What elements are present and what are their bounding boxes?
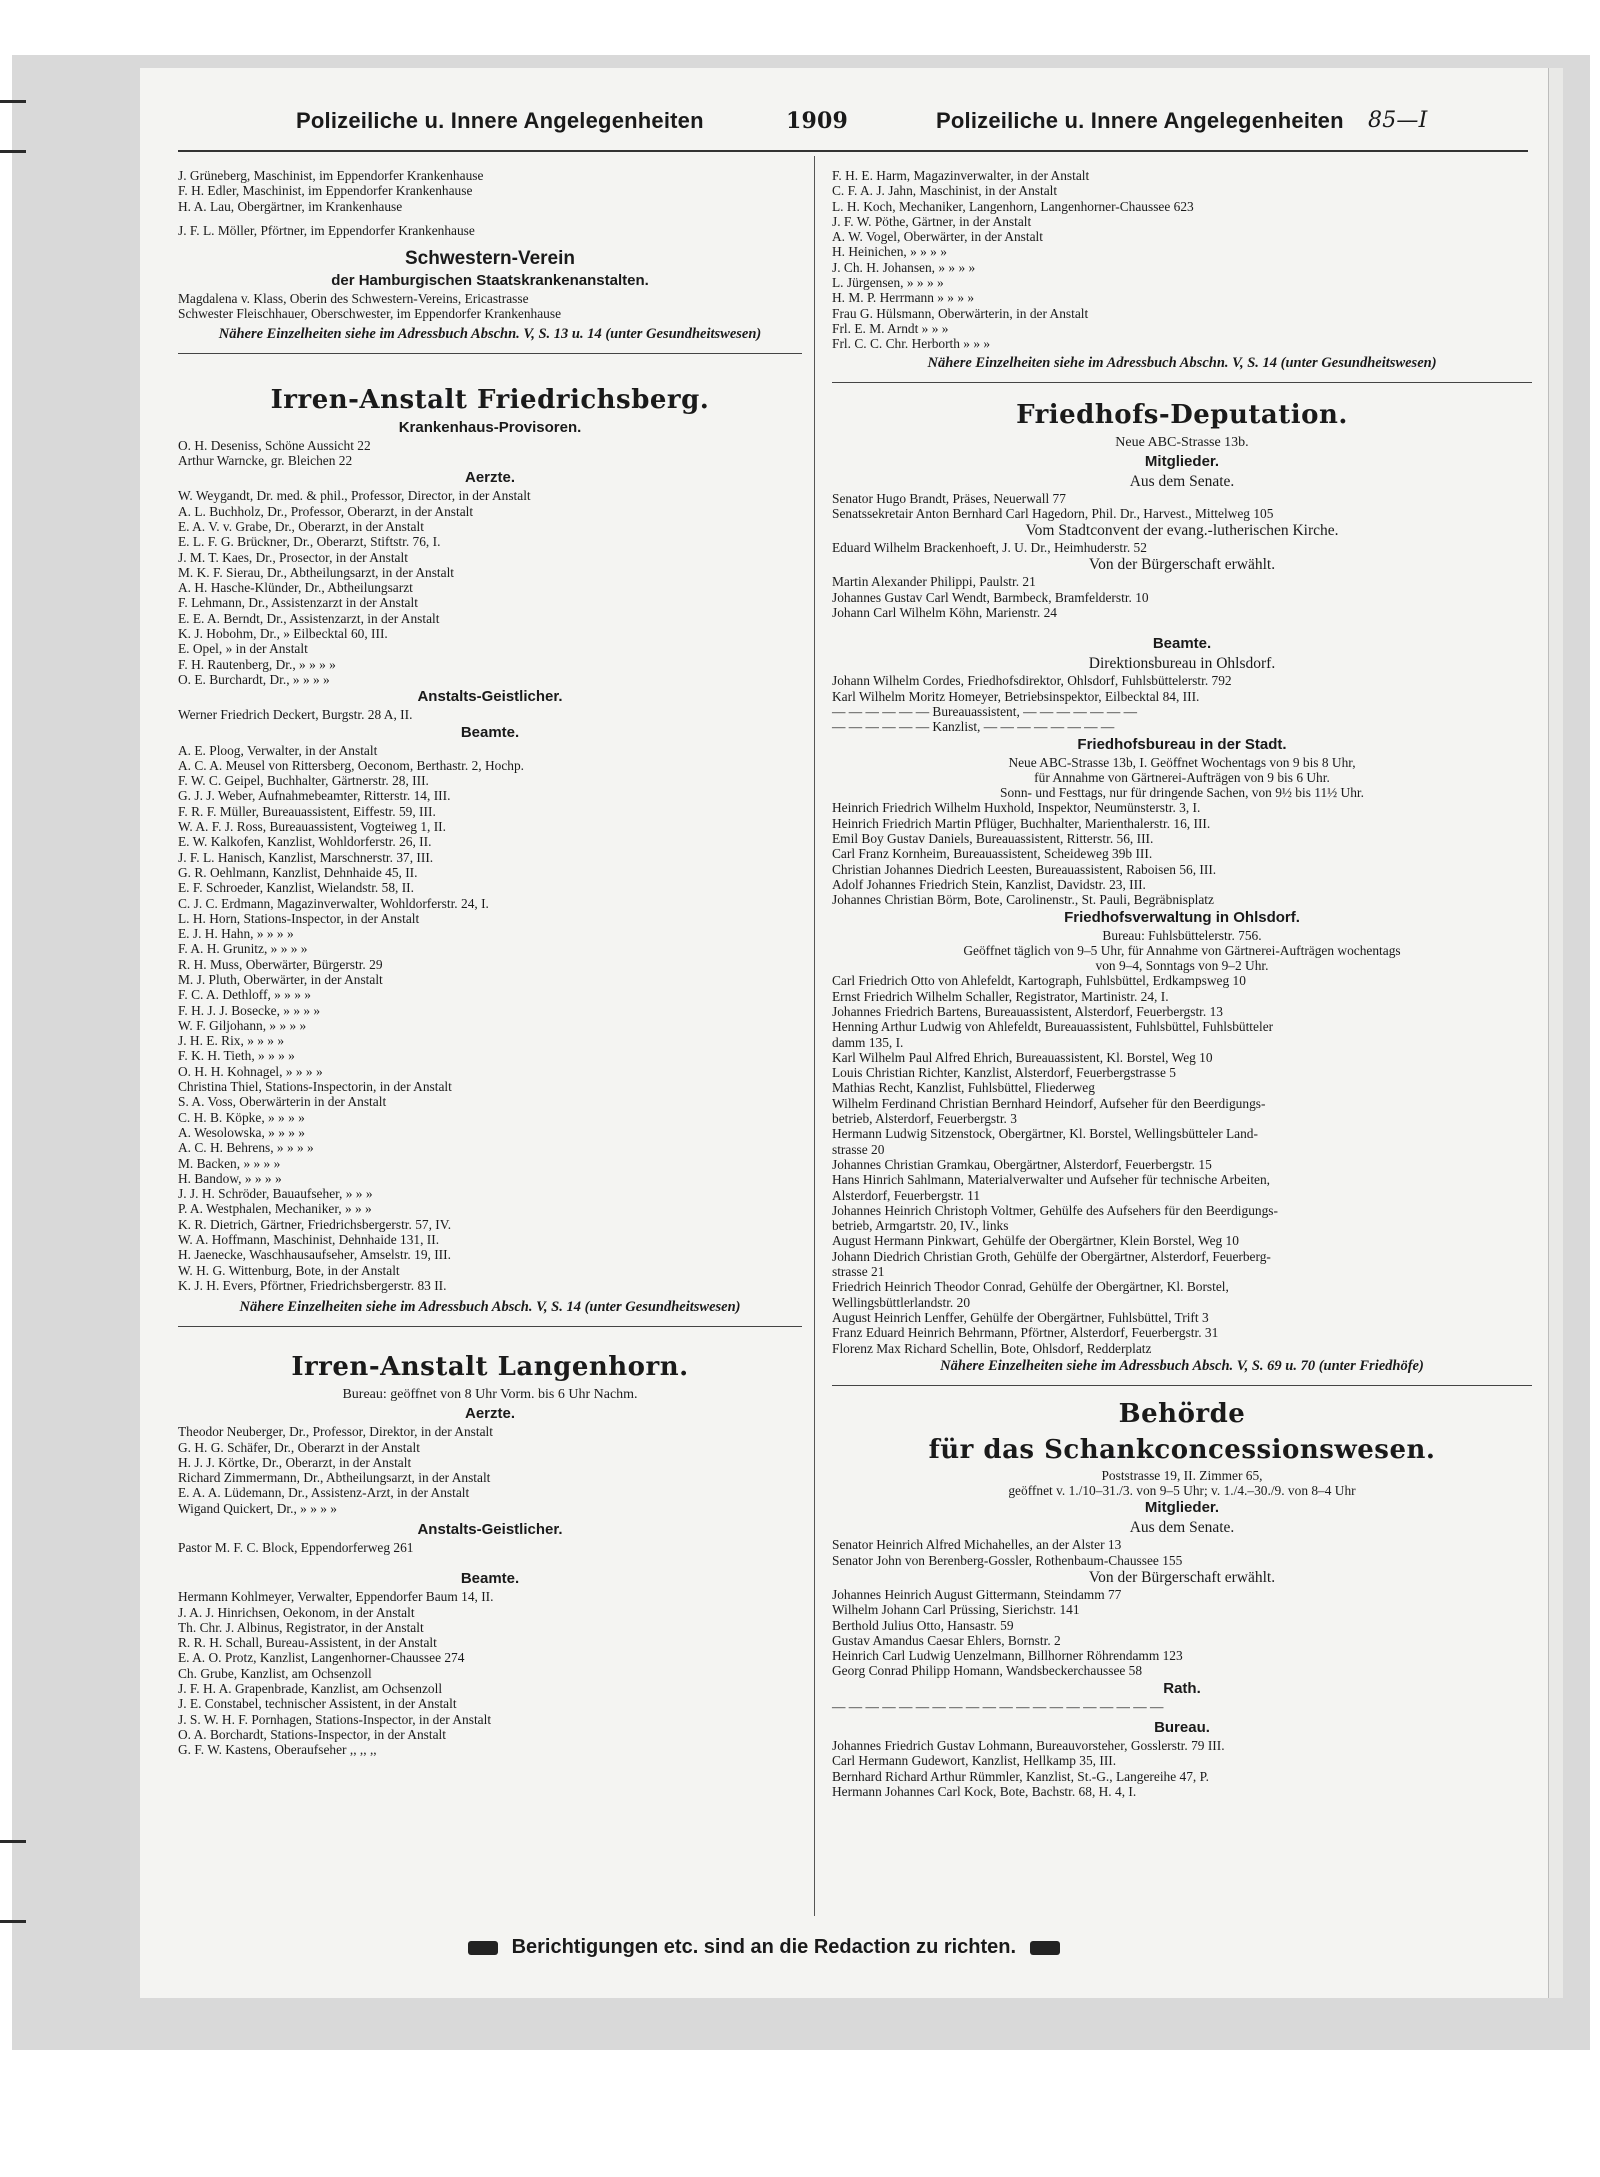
margin-mark <box>0 100 26 103</box>
subhead-friedhofsbureau: Friedhofsbureau in der Stadt. <box>1077 735 1287 753</box>
section-title-behoerde: Behörde <box>1118 1398 1246 1429</box>
section-title-friedhofs-deputation: Friedhofs-Deputation. <box>1016 399 1348 430</box>
reference-note: Nähere Einzelheiten siehe im Adressbuch Abschn. V, S. 13 u. 14 (unter Gesundheitswesen) <box>218 325 762 342</box>
subhead-bureau: Bureau. <box>1154 1719 1210 1737</box>
list-item: L. H. Horn, Stations-Inspector, in der Anstalt <box>178 910 420 926</box>
list-item: J. Ch. H. Johansen, » » » » <box>832 259 976 275</box>
list-item: Ch. Grube, Kanzlist, am Ochsenzoll <box>178 1665 372 1681</box>
list-item: Hans Hinrich Sahlmann, Materialverwalter und Aufseher für technische Arbeiten, <box>832 1172 1271 1188</box>
list-item: Schwester Fleischhauer, Oberschwester, im Eppendorfer Krankenhause <box>178 306 562 322</box>
list-item: C. H. B. Köpke, » » » » <box>178 1109 305 1125</box>
subhead-beamte: Beamte. <box>460 1570 520 1588</box>
list-item: Frau G. Hülsmann, Oberwärterin, in der Anstalt <box>832 305 1089 321</box>
list-item: J. F. H. A. Grapenbrade, Kanzlist, am Ochsenzoll <box>178 1681 443 1697</box>
list-item: Johann Carl Wilhelm Köhn, Marienstr. 24 <box>832 605 1057 621</box>
list-item: Frl. C. C. Chr. Herborth » » » <box>832 336 991 352</box>
section-title-schankconcession: für das Schankconcessionswesen. <box>928 1434 1436 1465</box>
list-item: J. J. H. Schröder, Bauaufseher, » » » <box>178 1186 373 1202</box>
list-item: G. H. G. Schäfer, Dr., Oberarzt in der Anstalt <box>178 1439 420 1455</box>
list-item: W. A. F. J. Ross, Bureauassistent, Vogteiweg 1, II. <box>178 819 446 835</box>
list-item: Franz Eduard Heinrich Behrmann, Pförtner, Alsterdorf, Feuerbergstr. 31 <box>832 1325 1219 1341</box>
list-item: Emil Boy Gustav Daniels, Bureauassistent, Ritterstr. 56, III. <box>832 831 1154 847</box>
list-item: O. E. Burchardt, Dr., » » » » <box>178 671 330 687</box>
list-item: Bernhard Richard Arthur Rümmler, Kanzlist, St.-G., Langereihe 47, P. <box>832 1768 1209 1784</box>
pointing-hand-icon <box>1030 1941 1060 1955</box>
list-item: Hermann Kohlmeyer, Verwalter, Eppendorfer Baum 14, II. <box>178 1589 494 1605</box>
list-item: C. F. A. J. Jahn, Maschinist, in der Anstalt <box>832 183 1058 199</box>
subhead-aerzte: Aerzte. <box>464 469 516 487</box>
list-item: Carl Hermann Gudewort, Kanzlist, Hellkamp 35, III. <box>832 1753 1117 1769</box>
list-item: M. J. Pluth, Oberwärter, in der Anstalt <box>178 971 383 987</box>
subhead-beamte: Beamte. <box>1152 635 1212 653</box>
list-item: G. F. W. Kastens, Oberaufseher ,, ,, ,, <box>178 1742 377 1758</box>
list-item: J. M. T. Kaes, Dr., Prosector, in der Anstalt <box>178 549 408 565</box>
list-item: E. E. A. Berndt, Dr., Assistenzarzt, in der Anstalt <box>178 610 440 626</box>
list-item: H. M. P. Herrmann » » » » <box>832 290 975 306</box>
list-item: Wigand Quickert, Dr., » » » » <box>178 1500 337 1516</box>
list-item: Alsterdorf, Feuerbergstr. 11 <box>832 1187 981 1203</box>
list-item: Heinrich Friedrich Wilhelm Huxhold, Inspektor, Neumünsterstr. 3, I. <box>832 800 1201 816</box>
list-item: Senator John von Berenberg-Gossler, Rothenbaum-Chaussee 155 <box>832 1552 1183 1568</box>
subhead-rath: Rath. <box>1163 1679 1201 1697</box>
footer-notice <box>460 1936 1068 1959</box>
list-item: J. E. Constabel, technischer Assistent, in der Anstalt <box>178 1696 457 1712</box>
list-item: Georg Conrad Philipp Homann, Wandsbeckerchaussee 58 <box>832 1663 1143 1679</box>
subhead-stadtconvent: Vom Stadtconvent der evang.-lutherischen Kirche. <box>1025 522 1339 540</box>
list-item: Wellingsbüttlerlandstr. 20 <box>832 1294 971 1310</box>
list-item: R. H. Muss, Oberwärter, Bürgerstr. 29 <box>178 956 383 972</box>
list-item: Eduard Wilhelm Brackenhoeft, J. U. Dr., Heimhuderstr. 52 <box>832 540 1147 556</box>
list-item: K. J. H. Evers, Pförtner, Friedrichsbergerstr. 83 II. <box>178 1277 447 1293</box>
list-item: F. W. C. Geipel, Buchhalter, Gärtnerstr. 28, III. <box>178 773 429 789</box>
list-item: E. L. F. G. Brückner, Dr., Oberarzt, Stiftstr. 76, I. <box>178 534 441 550</box>
info-line: für Annahme von Gärtnerei-Aufträgen von 9 bis 6 Uhr. <box>1034 769 1330 785</box>
list-item: strasse 21 <box>832 1264 885 1280</box>
list-item: Werner Friedrich Deckert, Burgstr. 28 A, II. <box>178 707 413 723</box>
list-item: K. J. Hobohm, Dr., » Eilbecktal 60, III. <box>178 626 388 642</box>
list-item: Carl Franz Kornheim, Bureauassistent, Scheideweg 39b III. <box>832 846 1153 862</box>
list-item: P. A. Westphalen, Mechaniker, » » » <box>178 1201 372 1217</box>
list-item: Theodor Neuberger, Dr., Professor, Direktor, in der Anstalt <box>178 1424 493 1440</box>
section-title-schwestern: Schwestern-Verein <box>404 248 576 270</box>
list-item: Johannes Heinrich August Gittermann, Steindamm 77 <box>832 1587 1122 1602</box>
list-item: E. W. Kalkofen, Kanzlist, Wohldorferstr. 26, II. <box>178 834 432 850</box>
pointing-hand-icon <box>468 1941 498 1955</box>
footer-text: Berichtigungen etc. sind an die Redaction zu richten. <box>511 1936 1017 1958</box>
list-item: damm 135, I. <box>832 1034 904 1050</box>
list-item: Arthur Warncke, gr. Bleichen 22 <box>178 453 353 469</box>
list-item: Johannes Heinrich Christoph Voltmer, Gehülfe des Aufsehers für den Beerdigungs- <box>832 1202 1278 1218</box>
list-item: H. Heinichen, » » » » <box>832 244 947 260</box>
margin-mark <box>0 150 26 153</box>
list-item: J. H. E. Rix, » » » » <box>178 1033 285 1049</box>
left-column <box>178 168 802 1758</box>
list-item: F. C. A. Dethloff, » » » » <box>178 987 311 1003</box>
list-item: Johannes Friedrich Gustav Lohmann, Bureauvorsteher, Gosslerstr. 79 III. <box>832 1738 1225 1754</box>
header-page-number: 85—I <box>1368 108 1428 133</box>
subhead-geistlicher: Anstalts-Geistlicher. <box>417 688 563 706</box>
list-item: O. H. Deseniss, Schöne Aussicht 22 <box>178 437 371 453</box>
list-item: E. A. A. Lüdemann, Dr., Assistenz-Arzt, in der Anstalt <box>178 1485 470 1501</box>
list-item: F. A. H. Grunitz, » » » » <box>178 941 308 957</box>
list-item: J. F. W. Pöthe, Gärtner, in der Anstalt <box>832 213 1032 229</box>
header-year: 1909 <box>786 108 849 134</box>
list-item: Johann Wilhelm Cordes, Friedhofsdirektor, Ohlsdorf, Fuhlsbüttelerstr. 792 <box>832 673 1232 689</box>
list-item: K. R. Dietrich, Gärtner, Friedrichsbergerstr. 57, IV. <box>178 1216 452 1232</box>
subhead-buergerschaft: Von der Bürgerschaft erwählt. <box>1088 1569 1276 1586</box>
list-item: J. F. L. Hanisch, Kanzlist, Marschnerstr. 37, III. <box>178 849 434 865</box>
header-rule <box>178 150 1528 152</box>
top-list <box>178 168 802 214</box>
divider <box>832 1385 1532 1386</box>
header-right-title: Polizeiliche u. Innere Angelegenheiten <box>936 108 1344 133</box>
list-item: A. Wesolowska, » » » » <box>178 1124 305 1140</box>
list-item: Adolf Johannes Friedrich Stein, Kanzlist, Davidstr. 23, III. <box>832 876 1146 892</box>
list-item: Senatssekretair Anton Bernhard Carl Hagedorn, Phil. Dr., Harvest., Mittelweg 105 <box>832 505 1274 521</box>
header-left-title: Polizeiliche u. Innere Angelegenheiten <box>296 108 704 133</box>
list-item: Senator Heinrich Alfred Michahelles, an der Alster 13 <box>832 1537 1122 1553</box>
list-item: W. F. Giljohann, » » » » <box>178 1017 307 1033</box>
list-item: W. Weygandt, Dr. med. & phil., Professor, Director, in der Anstalt <box>178 488 531 504</box>
list-item: August Heinrich Lenffer, Gehülfe der Obergärtner, Fuhlsbüttel, Trift 3 <box>832 1309 1209 1325</box>
list-item: — — — — — — Kanzlist, — — — — — — — — <box>832 719 1115 735</box>
divider <box>832 382 1532 383</box>
list-item: Hermann Ludwig Sitzenstock, Obergärtner, Kl. Borstel, Wellingsbütteler Land- <box>832 1126 1258 1142</box>
placeholder-line: — — — — — — — — — — — — — — — — — — — — <box>832 1698 1164 1714</box>
list-item: F. H. E. Harm, Magazinverwalter, in der Anstalt <box>832 168 1090 183</box>
margin-mark <box>0 1840 26 1843</box>
subhead-mitglieder: Mitglieder. <box>1144 452 1220 470</box>
column-divider <box>814 156 815 1916</box>
list-item: W. A. Hoffmann, Maschinist, Dehnhaide 131, II. <box>178 1232 440 1248</box>
section-title-friedrichsberg: Irren-Anstalt Friedrichsberg. <box>270 384 710 415</box>
list-item: Gustav Amandus Caesar Ehlers, Bornstr. 2 <box>832 1632 1061 1648</box>
list-item: E. Opel, » in der Anstalt <box>178 641 308 657</box>
list-item: Magdalena v. Klass, Oberin des Schwestern-Vereins, Ericastrasse <box>178 291 529 307</box>
list-item: G. J. J. Weber, Aufnahmebeamter, Ritterstr. 14, III. <box>178 788 451 804</box>
subhead-beamte: Beamte. <box>460 723 520 741</box>
list-item: A. W. Vogel, Oberwärter, in der Anstalt <box>832 229 1043 245</box>
list-item: C. J. C. Erdmann, Magazinverwalter, Wohldorferstr. 24, I. <box>178 895 489 911</box>
list-item: R. R. H. Schall, Bureau-Assistent, in der Anstalt <box>178 1635 437 1651</box>
list-item: Frl. E. M. Arndt » » » <box>832 320 949 336</box>
list-item: H. A. Lau, Obergärtner, im Krankenhause <box>178 198 403 214</box>
list-item: L. H. Koch, Mechaniker, Langenhorn, Langenhorner-Chaussee 623 <box>832 198 1194 214</box>
list-item: Wilhelm Ferdinand Christian Bernhard Heindorf, Aufseher für den Beerdigungs- <box>832 1095 1266 1111</box>
list-item: A. C. H. Behrens, » » » » <box>178 1140 314 1156</box>
list-item: Senator Hugo Brandt, Präses, Neuerwall 77 <box>832 490 1066 506</box>
list-item: A. H. Hasche-Klünder, Dr., Abtheilungsarzt <box>178 580 413 596</box>
info-line: Bureau: Fuhlsbüttelerstr. 756. <box>1102 927 1262 943</box>
list-item: E. A. V. v. Grabe, Dr., Oberarzt, in der Anstalt <box>178 518 424 534</box>
info-line: Neue ABC-Strasse 13b, I. Geöffnet Wochentags von 9 bis 8 Uhr, <box>1008 754 1356 770</box>
list-item: G. R. Oehlmann, Kanzlist, Dehnhaide 45, II. <box>178 864 418 880</box>
list-item: August Hermann Pinkwart, Gehülfe der Obergärtner, Klein Borstel, Weg 10 <box>832 1233 1239 1249</box>
list-item: Christian Johannes Diedrich Leesten, Bureauassistent, Raboisen 56, III. <box>832 861 1217 877</box>
list-item: Mathias Recht, Kanzlist, Fuhlsbüttel, Fliederweg <box>832 1080 1095 1096</box>
list-item: Richard Zimmermann, Dr., Abtheilungsarzt, in der Anstalt <box>178 1470 491 1486</box>
info-line: von 9–4, Sonntags von 9–2 Uhr. <box>1095 958 1269 974</box>
list-item: F. H. J. J. Bosecke, » » » » <box>178 1002 321 1018</box>
list-item: M. Backen, » » » » <box>178 1155 281 1171</box>
address: Neue ABC-Strasse 13b. <box>1115 434 1249 450</box>
subhead-aerzte: Aerzte. <box>464 1405 516 1423</box>
subhead-mitglieder: Mitglieder. <box>1144 1499 1220 1517</box>
subhead-buergerschaft: Von der Bürgerschaft erwählt. <box>1088 556 1276 574</box>
list-item: F. H. Edler, Maschinist, im Eppendorfer Krankenhause <box>178 183 473 199</box>
list-item: W. H. G. Wittenburg, Bote, in der Anstalt <box>178 1262 400 1278</box>
divider <box>178 1326 802 1327</box>
list-item: Karl Wilhelm Moritz Homeyer, Betriebsinspektor, Eilbecktal 84, III. <box>832 688 1200 704</box>
list-item: L. Jürgensen, » » » » <box>832 275 944 291</box>
list-item: Henning Arthur Ludwig von Ahlefeldt, Bureauassistent, Fuhlsbüttel, Fuhlsbütteler <box>832 1019 1274 1035</box>
info-line: Geöffnet täglich von 9–5 Uhr, für Annahme von Gärtnerei-Aufträgen wochentags <box>963 942 1401 958</box>
list-item: H. Jaenecke, Waschhausaufseher, Amselstr. 19, III. <box>178 1247 451 1263</box>
list-item: Hermann Johannes Carl Kock, Bote, Bachstr. 68, H. 4, I. <box>832 1783 1137 1799</box>
list-item: Johann Diedrich Christian Groth, Gehülfe der Obergärtner, Alsterdorf, Feuerberg- <box>832 1248 1271 1264</box>
list-item: Heinrich Carl Ludwig Uenzelmann, Billhorner Röhrendamm 123 <box>832 1648 1183 1664</box>
info-line: Poststrasse 19, II. Zimmer 65, <box>1101 1467 1263 1483</box>
list-item: A. E. Ploog, Verwalter, in der Anstalt <box>178 742 378 758</box>
list-item: J. S. W. H. F. Pornhagen, Stations-Inspector, in der Anstalt <box>178 1711 492 1727</box>
list-item: Karl Wilhelm Paul Alfred Ehrich, Bureauassistent, Kl. Borstel, Weg 10 <box>832 1049 1213 1065</box>
list-item: E. J. H. Hahn, » » » » <box>178 926 294 942</box>
divider <box>178 353 802 354</box>
info-line: geöffnet v. 1./10–31./3. von 9–5 Uhr; v. 1./4.–30./9. von 8–4 Uhr <box>1008 1483 1356 1499</box>
list-item: Carl Friedrich Otto von Ahlefeldt, Kartograph, Fuhlsbüttel, Erdkampsweg 10 <box>832 973 1246 989</box>
list-item: Johannes Gustav Carl Wendt, Barmbeck, Bramfelderstr. 10 <box>832 589 1149 605</box>
list-item: Louis Christian Richter, Kanzlist, Alsterdorf, Feuerbergstrasse 5 <box>832 1065 1176 1081</box>
section-title-langenhorn: Irren-Anstalt Langenhorn. <box>291 1352 689 1383</box>
list-item: Christina Thiel, Stations-Inspectorin, in der Anstalt <box>178 1079 452 1095</box>
list-item: F. K. H. Tieth, » » » » <box>178 1048 295 1064</box>
list-item: Berthold Julius Otto, Hansastr. 59 <box>832 1617 1014 1633</box>
list-item: Friedrich Heinrich Theodor Conrad, Gehülfe der Obergärtner, Kl. Borstel, <box>832 1279 1229 1295</box>
list-item: F. Lehmann, Dr., Assistenzarzt in der Anstalt <box>178 595 418 611</box>
list-item: J. F. L. Möller, Pförtner, im Eppendorfer Krankenhause <box>178 222 475 238</box>
list-item: Martin Alexander Philippi, Paulstr. 21 <box>832 574 1036 590</box>
list-item: J. Grüneberg, Maschinist, im Eppendorfer Krankenhause <box>178 168 484 183</box>
list-item: Ernst Friedrich Wilhelm Schaller, Registrator, Martinistr. 24, I. <box>832 988 1169 1004</box>
list-item: Th. Chr. J. Albinus, Registrator, in der Anstalt <box>178 1619 424 1635</box>
margin-mark <box>0 1920 26 1923</box>
list-item: strasse 20 <box>832 1141 885 1157</box>
list-item: E. F. Schroeder, Kanzlist, Wielandstr. 58, II. <box>178 880 414 896</box>
list-item: M. K. F. Sierau, Dr., Abtheilungsarzt, in der Anstalt <box>178 564 455 580</box>
info-line: Sonn- und Festtags, nur für dringende Sachen, von 9½ bis 11½ Uhr. <box>1000 785 1364 801</box>
list-item: Heinrich Friedrich Martin Pflüger, Buchhalter, Marienthalerstr. 16, III. <box>832 815 1211 831</box>
section-subtitle: der Hamburgischen Staatskrankenanstalten. <box>331 272 649 290</box>
bureau-hours: Bureau: geöffnet von 8 Uhr Vorm. bis 6 Uhr Nachm. <box>342 1387 638 1403</box>
list-item: O. A. Borchardt, Stations-Inspector, in der Anstalt <box>178 1726 446 1742</box>
right-column <box>832 168 1532 1799</box>
list-item: Johannes Christian Gramkau, Obergärtner, Alsterdorf, Feuerbergstr. 15 <box>832 1156 1212 1172</box>
list-item: Florenz Max Richard Schellin, Bote, Ohlsdorf, Redderplatz <box>832 1340 1152 1356</box>
list-item: Wilhelm Johann Carl Prüssing, Sierichstr. 141 <box>832 1602 1080 1618</box>
reference-note: Nähere Einzelheiten siehe im Adressbuch Abschn. V, S. 14 (unter Gesundheitswesen) <box>927 354 1437 371</box>
list-item: J. A. J. Hinrichsen, Oekonom, in der Anstalt <box>178 1604 415 1620</box>
list-item: H. Bandow, » » » » <box>178 1170 282 1186</box>
subhead-geistlicher: Anstalts-Geistlicher. <box>417 1521 563 1538</box>
reference-note: Nähere Einzelheiten siehe im Adressbuch Absch. V, S. 14 (unter Gesundheitswesen) <box>239 1299 741 1316</box>
list-item: E. A. O. Protz, Kanzlist, Langenhorner-Chaussee 274 <box>178 1650 465 1666</box>
list-item: H. J. J. Körtke, Dr., Oberarzt, in der Anstalt <box>178 1454 412 1470</box>
list-item: Johannes Christian Börm, Bote, Carolinenstr., St. Pauli, Begräbnisplatz <box>832 892 1214 908</box>
list-item: S. A. Voss, Oberwärterin in der Anstalt <box>178 1094 387 1110</box>
subhead-provisoren: Krankenhaus-Provisoren. <box>398 418 582 436</box>
reference-note: Nähere Einzelheiten siehe im Adressbuch Absch. V, S. 69 u. 70 (unter Friedhöfe) <box>940 1357 1424 1374</box>
list-item: betrieb, Alsterdorf, Feuerbergstr. 3 <box>832 1111 1017 1127</box>
list-item: F. R. F. Müller, Bureauassistent, Eiffestr. 59, III. <box>178 803 436 819</box>
list-item: A. C. A. Meusel von Rittersberg, Oeconom, Berthastr. 2, Hochp. <box>178 757 525 773</box>
subhead-friedhofsverwaltung: Friedhofsverwaltung in Ohlsdorf. <box>1064 908 1300 926</box>
list-item: F. H. Rautenberg, Dr., » » » » <box>178 656 336 672</box>
list-item: — — — — — — Bureauassistent, — — — — — — — <box>832 703 1137 719</box>
page-edge-strip <box>1548 68 1563 1998</box>
subhead-direktionsbureau: Direktionsbureau in Ohlsdorf. <box>1088 655 1276 673</box>
list-item: betrieb, Armgartstr. 20, IV., links <box>832 1218 1009 1234</box>
subhead-senate: Aus dem Senate. <box>1129 1519 1235 1537</box>
list-item: O. H. H. Kohnagel, » » » » <box>178 1063 323 1079</box>
list-item: Pastor M. F. C. Block, Eppendorferweg 261 <box>178 1540 414 1555</box>
list-item: A. L. Buchholz, Dr., Professor, Oberarzt, in der Anstalt <box>178 503 474 519</box>
subhead-senate: Aus dem Senate. <box>1129 472 1235 490</box>
list-item: Johannes Friedrich Bartens, Bureauassistent, Alsterdorf, Feuerbergstr. 13 <box>832 1003 1223 1019</box>
